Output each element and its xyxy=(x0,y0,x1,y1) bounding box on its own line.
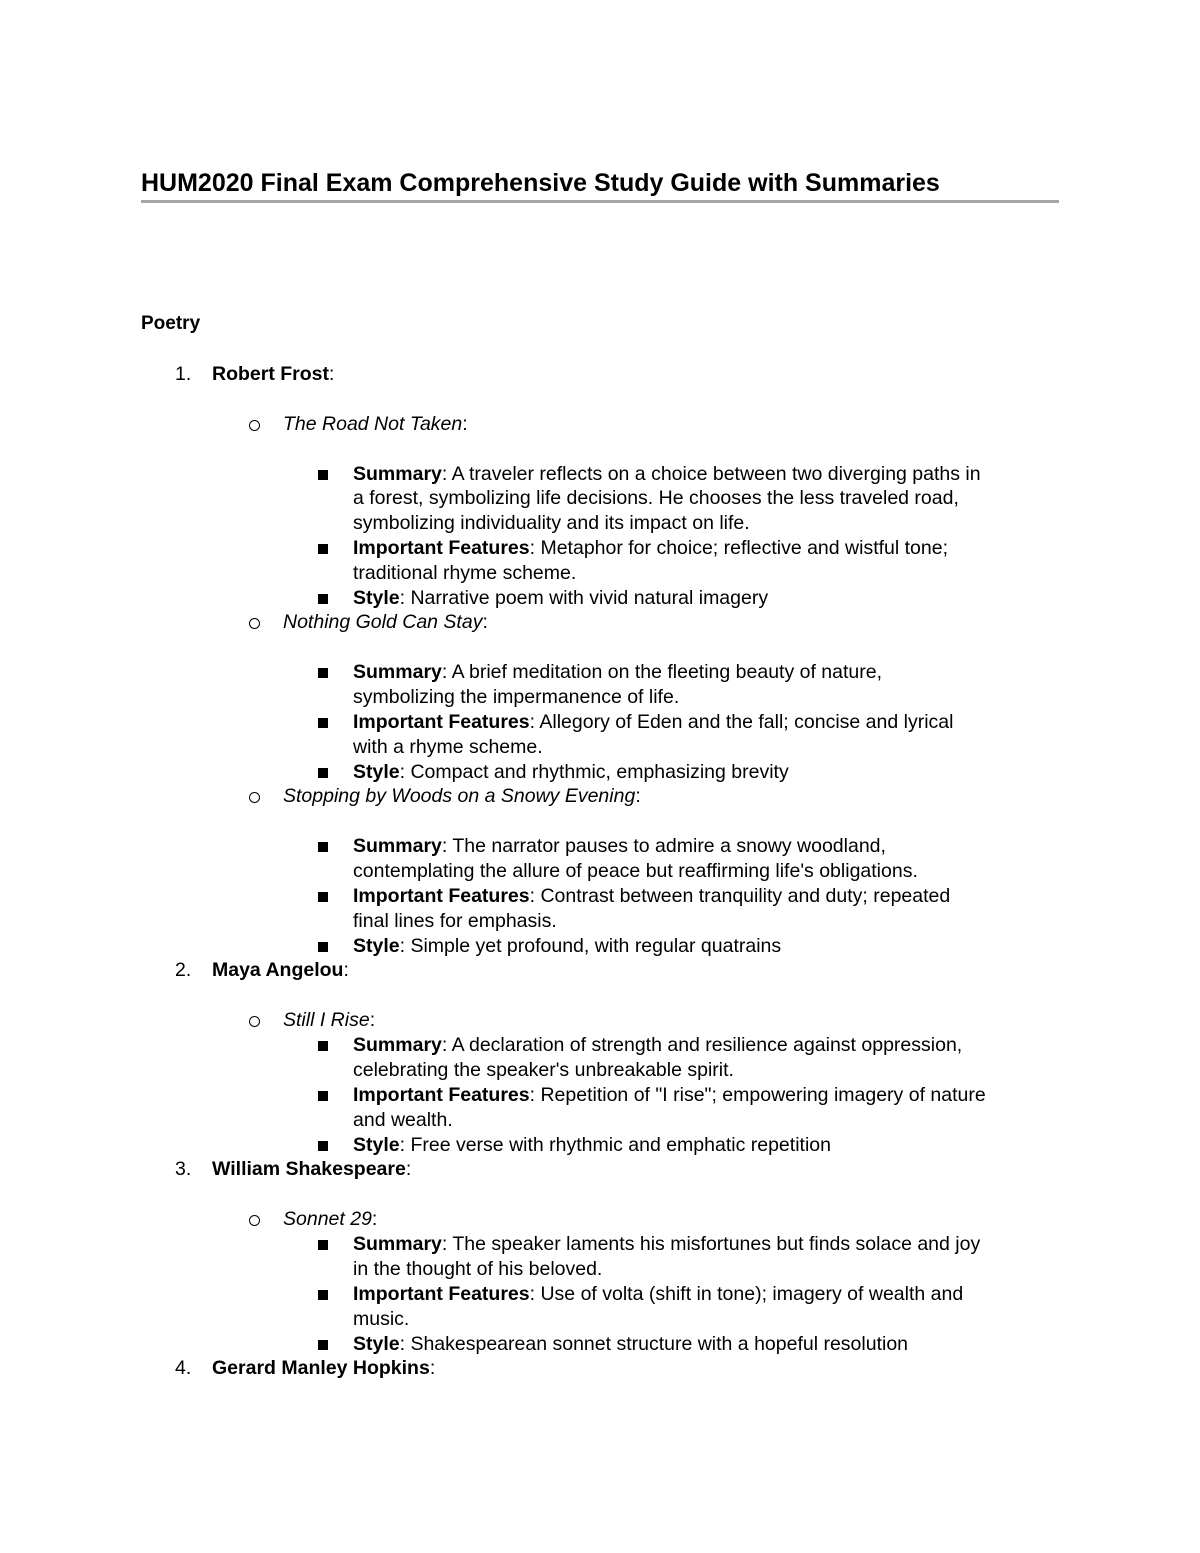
work-title: Nothing Gold Can Stay: xyxy=(283,611,488,634)
summary-text: a forest, symbolizing life decisions. He chooses the less traveled road, xyxy=(353,487,959,510)
style-text: Free verse with rhythmic and emphatic repetition xyxy=(410,1133,831,1156)
features-line xyxy=(353,561,576,585)
work-title-text: Stopping by Woods on a Snowy Evening xyxy=(283,785,636,808)
summary-line: Summary: A declaration of strength and resilience against oppression, xyxy=(353,1034,963,1057)
style-text: Simple yet profound, with regular quatrains xyxy=(410,934,782,957)
style-label: Style xyxy=(353,1133,400,1156)
square-bullet-icon xyxy=(318,668,328,678)
style-line: Style: Simple yet profound, with regular quatrains xyxy=(353,934,782,957)
features-line: Important Features: Use of volta (shift in tone); imagery of wealth and xyxy=(353,1282,964,1305)
style-label: Style xyxy=(353,934,400,957)
author-heading: Maya Angelou: xyxy=(212,959,349,982)
style-text: Shakespearean sonnet structure with a hopeful resolution xyxy=(410,1332,909,1355)
summary-line xyxy=(353,1058,734,1082)
features-text: Contrast between tranquility and duty; repeated xyxy=(540,884,951,907)
features-text: with a rhyme scheme. xyxy=(353,735,543,758)
hollow-bullet-icon xyxy=(249,1016,260,1027)
summary-text: A brief meditation on the fleeting beauty of nature, xyxy=(451,661,883,684)
author-name: Maya Angelou xyxy=(212,959,344,982)
features-line xyxy=(353,909,557,933)
summary-text: in the thought of his beloved. xyxy=(353,1258,603,1281)
summary-text: The speaker laments his misfortunes but finds solace and joy xyxy=(452,1233,981,1256)
square-bullet-icon xyxy=(318,1141,328,1151)
features-text: and wealth. xyxy=(353,1108,453,1131)
style-text: Compact and rhythmic, emphasizing brevity xyxy=(410,760,789,783)
summary-text: A declaration of strength and resilience against oppression, xyxy=(451,1034,963,1057)
features-label: Important Features xyxy=(353,536,530,559)
author-name: Robert Frost xyxy=(212,363,329,385)
features-label: Important Features xyxy=(353,710,530,733)
square-bullet-icon xyxy=(318,1041,328,1051)
author-name: Gerard Manley Hopkins xyxy=(212,1357,430,1380)
summary-text: symbolizing individuality and its impact on life. xyxy=(353,512,750,535)
square-bullet-icon xyxy=(318,768,328,778)
style-line: Style: Shakespearean sonnet structure with a hopeful resolution xyxy=(353,1332,909,1355)
summary-label: Summary xyxy=(353,661,442,684)
features-line xyxy=(353,735,543,759)
summary-line xyxy=(353,511,750,535)
work-title-text: Nothing Gold Can Stay xyxy=(283,611,483,634)
section-heading-poetry: Poetry xyxy=(141,313,201,334)
features-label: Important Features xyxy=(353,1083,530,1106)
hollow-bullet-icon xyxy=(249,1215,260,1226)
square-bullet-icon xyxy=(318,892,328,902)
summary-line xyxy=(353,859,918,883)
hollow-bullet-icon xyxy=(249,618,260,629)
author-name: William Shakespeare xyxy=(212,1158,406,1181)
work-title: Sonnet 29: xyxy=(283,1208,378,1231)
square-bullet-icon xyxy=(318,942,328,952)
summary-text: contemplating the allure of peace but reaffirming life's obligations. xyxy=(353,860,918,883)
summary-line xyxy=(353,1257,602,1281)
features-line: Important Features: Metaphor for choice; reflective and wistful tone; xyxy=(353,536,949,559)
summary-line: Summary: The narrator pauses to admire a snowy woodland, xyxy=(353,835,886,858)
square-bullet-icon xyxy=(318,718,328,728)
summary-text: symbolizing the impermanence of life. xyxy=(353,686,680,709)
summary-text: celebrating the speaker's unbreakable spirit. xyxy=(353,1059,734,1082)
summary-line: Summary: The speaker laments his misfortunes but finds solace and joy xyxy=(353,1233,981,1256)
author-number: 4. xyxy=(175,1357,192,1380)
square-bullet-icon xyxy=(318,1290,328,1300)
style-line: Style: Narrative poem with vivid natural imagery xyxy=(353,586,769,609)
summary-label: Summary xyxy=(353,835,442,858)
features-line: Important Features: Repetition of "I rise"; empowering imagery of nature xyxy=(353,1083,986,1106)
work-title-text: Sonnet 29 xyxy=(283,1208,372,1231)
square-bullet-icon xyxy=(318,1091,328,1101)
author-number: 2. xyxy=(175,959,192,982)
square-bullet-icon xyxy=(318,842,328,852)
author-heading: Robert Frost: xyxy=(212,363,335,385)
work-title: Still I Rise: xyxy=(283,1009,376,1032)
style-text: Narrative poem with vivid natural imagery xyxy=(410,586,769,609)
features-text: Use of volta (shift in tone); imagery of wealth and xyxy=(540,1282,964,1305)
summary-line: Summary: A brief meditation on the fleeting beauty of nature, xyxy=(353,661,883,684)
square-bullet-icon xyxy=(318,470,328,480)
style-label: Style xyxy=(353,1332,400,1355)
author-number: 1. xyxy=(175,363,192,385)
summary-line: Summary: A traveler reflects on a choice between two diverging paths in xyxy=(353,462,981,485)
square-bullet-icon xyxy=(318,1340,328,1350)
summary-label: Summary xyxy=(353,462,442,485)
hollow-bullet-icon xyxy=(249,792,260,803)
square-bullet-icon xyxy=(318,1240,328,1250)
summary-label: Summary xyxy=(353,1034,442,1057)
square-bullet-icon xyxy=(318,544,328,554)
style-label: Style xyxy=(353,586,400,609)
square-bullet-icon xyxy=(318,594,328,604)
style-line: Style: Free verse with rhythmic and emphatic repetition xyxy=(353,1133,831,1156)
features-text: traditional rhyme scheme. xyxy=(353,561,577,584)
work-title: Stopping by Woods on a Snowy Evening: xyxy=(283,785,641,808)
summary-line xyxy=(353,685,679,709)
features-text: Allegory of Eden and the fall; concise and lyrical xyxy=(539,710,954,733)
features-label: Important Features xyxy=(353,1282,530,1305)
document-title: HUM2020 Final Exam Comprehensive Study Guide with Summaries xyxy=(141,168,1059,203)
features-line xyxy=(353,1307,409,1331)
features-text: Repetition of "I rise"; empowering imagery of nature xyxy=(540,1083,986,1106)
features-line xyxy=(353,1108,453,1132)
author-number: 3. xyxy=(175,1158,192,1181)
features-text: Metaphor for choice; reflective and wistful tone; xyxy=(540,536,949,559)
author-heading: William Shakespeare: xyxy=(212,1158,412,1181)
summary-text: A traveler reflects on a choice between two diverging paths in xyxy=(451,462,981,485)
work-title-text: The Road Not Taken xyxy=(283,412,463,435)
author-heading: Gerard Manley Hopkins: xyxy=(212,1357,436,1380)
summary-line xyxy=(353,486,959,510)
features-text: music. xyxy=(353,1307,410,1330)
work-title: The Road Not Taken: xyxy=(283,412,468,435)
style-line: Style: Compact and rhythmic, emphasizing brevity xyxy=(353,760,789,783)
features-label: Important Features xyxy=(353,884,530,907)
summary-label: Summary xyxy=(353,1233,442,1256)
summary-text: The narrator pauses to admire a snowy woodland, xyxy=(452,835,886,858)
hollow-bullet-icon xyxy=(249,420,260,431)
style-label: Style xyxy=(353,760,400,783)
features-text: final lines for emphasis. xyxy=(353,909,557,932)
features-line: Important Features: Contrast between tranquility and duty; repeated xyxy=(353,884,951,907)
features-line: Important Features: Allegory of Eden and the fall; concise and lyrical xyxy=(353,710,954,733)
work-title-text: Still I Rise xyxy=(283,1009,370,1032)
